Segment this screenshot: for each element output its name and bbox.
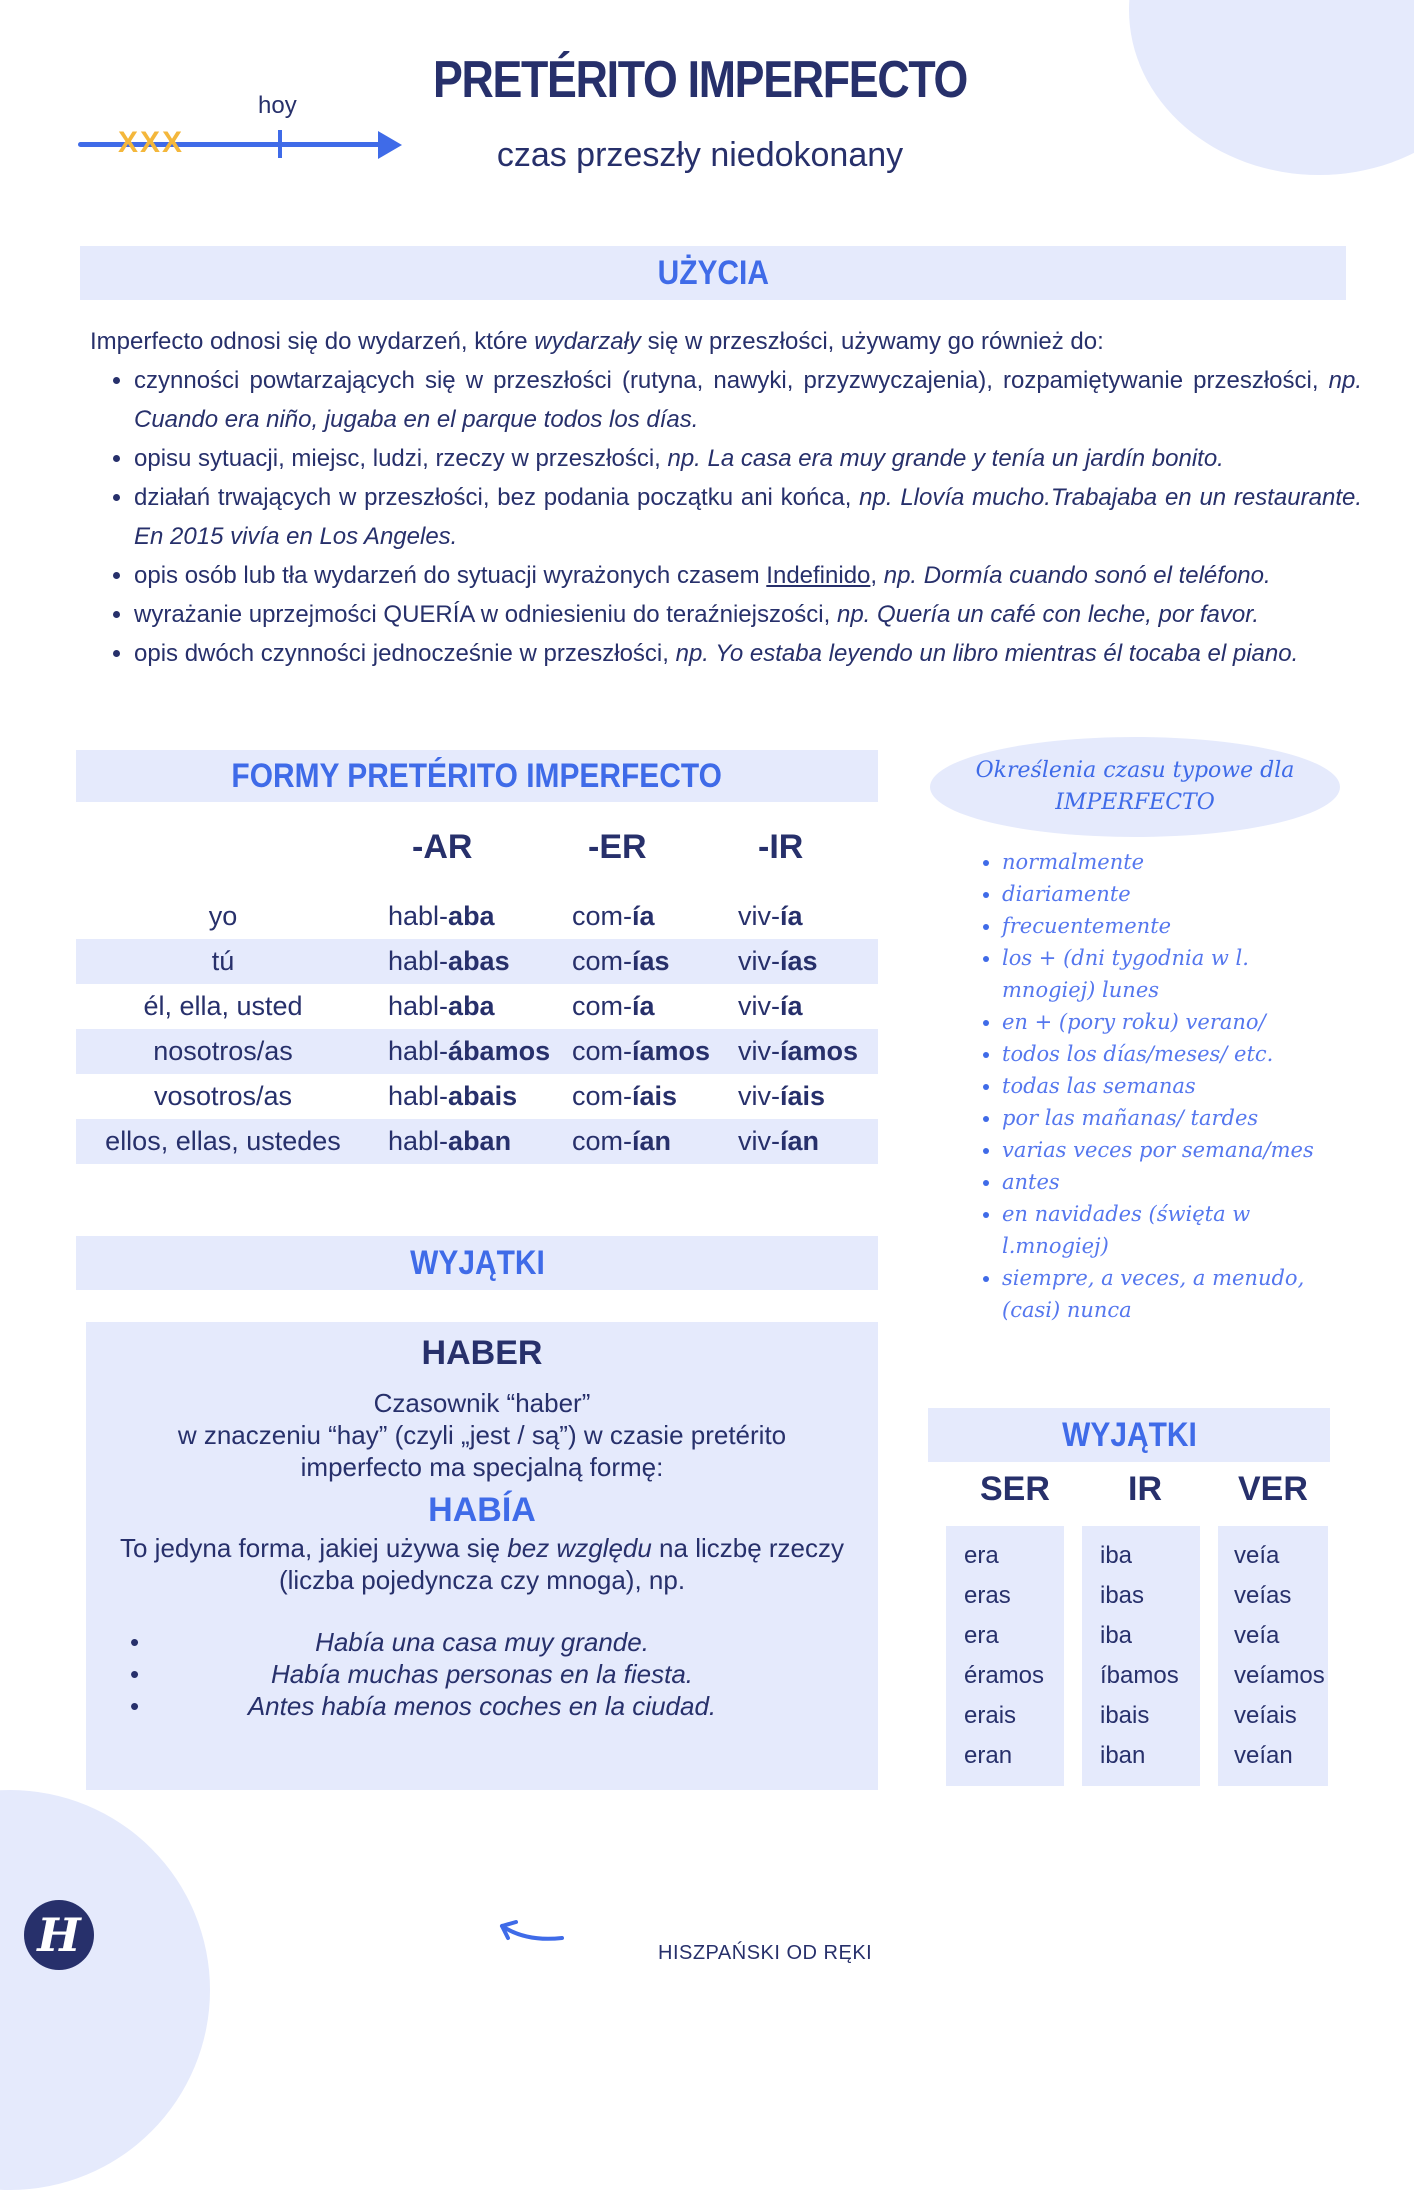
habia-form: HABÍA xyxy=(428,1491,536,1529)
list-item: • en + (pory roku) verano/ xyxy=(1002,1006,1332,1038)
table-row: vosotros/as habl-abais com-íais viv-íais xyxy=(153,1081,826,1111)
table-row: tú habl-abas com-ías viv-ías xyxy=(76,939,878,984)
list-item: • siempre, a veces, a menudo, (casi) nunca xyxy=(1002,1262,1332,1326)
uses-heading: UŻYCIA xyxy=(80,246,1346,300)
verb-header-ser: SER xyxy=(980,1470,1050,1508)
verb-header-ver: VER xyxy=(1238,1470,1308,1508)
list-item: • czynności powtarzających się w przeszłości (rutyna, nawyki, przyzwyczajenia), rozpamiętywanie przeszłości, np. Cuando era niño, jugaba en el parque todos los días. xyxy=(134,361,1362,439)
list-item: • Había muchas personas en la fiesta. xyxy=(86,1658,878,1690)
forms-heading: FORMY PRETÉRITO IMPERFECTO xyxy=(76,750,878,802)
indefinido-link[interactable]: Indefinido xyxy=(766,562,871,589)
haber-note: To jedyna forma, jakiej używa się bez względu na liczbę rzeczy (liczba pojedyncza czy mnoga), np. xyxy=(119,1533,845,1595)
haber-title: HABER xyxy=(421,1334,543,1372)
list-item: • działań trwających w przeszłości, bez podania początku ani końca, np. Llovía mucho.Trabajaba en un restaurante. En 2015 vivía en Los Angeles. xyxy=(134,478,1362,556)
ir-forms-column: iba ibas iba íbamos ibais iban xyxy=(1082,1526,1200,1786)
table-row: él, ella, usted habl-aba com-ía viv-ía xyxy=(143,991,803,1021)
list-item: • frecuentemente xyxy=(1002,910,1332,942)
timeline-marks: XXX xyxy=(118,126,185,159)
page-title: PRETÉRITO IMPERFECTO xyxy=(432,51,968,109)
uses-list xyxy=(90,361,1362,673)
irregular-heading: WYJĄTKI xyxy=(928,1408,1330,1462)
column-header-ar: -AR xyxy=(412,828,473,866)
ser-forms-column: era eras era éramos erais eran xyxy=(946,1526,1064,1786)
time-expressions-heading: Określenia czasu typowe dla IMPERFECTO xyxy=(930,737,1340,837)
back-arrow-icon[interactable] xyxy=(496,1916,566,1946)
haber-box xyxy=(86,1322,878,1790)
list-item: • Había una casa muy grande. xyxy=(86,1626,878,1658)
list-item: • todos los días/meses/ etc. xyxy=(1002,1038,1332,1070)
haber-examples xyxy=(86,1626,878,1722)
logo-h-icon: H xyxy=(24,1900,94,1970)
list-item: • normalmente xyxy=(1002,846,1332,878)
table-row: nosotros/as habl-ábamos com-íamos viv-íamos xyxy=(76,1029,878,1074)
timeline-graphic xyxy=(78,92,418,162)
table-row: yo habl-aba com-ía viv-ía xyxy=(208,901,803,931)
list-item: • opisu sytuacji, miejsc, ludzi, rzeczy w przeszłości, np. La casa era muy grande y tenía un jardín bonito. xyxy=(134,439,1362,478)
list-item: • diariamente xyxy=(1002,878,1332,910)
list-item: • en navidades (święta w l.mnogiej) xyxy=(1002,1198,1332,1262)
timeline-today-tick xyxy=(278,130,282,158)
table-row: ellos, ellas, ustedes habl-aban com-ían viv-ían xyxy=(76,1119,878,1164)
time-expressions-list xyxy=(970,846,1332,1326)
footer-brand: HISZPAŃSKI OD RĘKI xyxy=(658,1942,873,1964)
ver-forms-column: veía veías veía veíamos veíais veían xyxy=(1218,1526,1328,1786)
list-item: • por las mañanas/ tardes xyxy=(1002,1102,1332,1134)
list-item: • wyrażanie uprzejmości QUERÍA w odniesieniu do teraźniejszości, np. Quería un café con leche, por favor. xyxy=(134,595,1362,634)
list-item: • todas las semanas xyxy=(1002,1070,1332,1102)
verb-header-ir: IR xyxy=(1128,1470,1162,1508)
page-subtitle: czas przeszły niedokonany xyxy=(496,136,904,174)
exceptions-heading: WYJĄTKI xyxy=(76,1236,878,1290)
column-header-ir: -IR xyxy=(758,828,804,866)
column-header-er: -ER xyxy=(588,828,647,866)
list-item: • varias veces por semana/mes xyxy=(1002,1134,1332,1166)
list-item: • opis osób lub tła wydarzeń do sytuacji wyrażonych czasem Indefinido, np. Dormía cuando sonó el teléfono. xyxy=(134,556,1362,595)
decorative-blob-top-right xyxy=(1129,0,1414,175)
list-item: • Antes había menos coches en la ciudad. xyxy=(86,1690,878,1722)
uses-intro: Imperfecto odnosi się do wydarzeń, które wydarzały się w przeszłości, używamy go również do: xyxy=(90,328,1104,355)
haber-description: Czasownik “haber” w znaczeniu “hay” (czyli „jest / są”) w czasie pretérito imperfecto ma specjalną formę: xyxy=(177,1388,787,1482)
timeline-label: hoy xyxy=(258,92,297,119)
list-item: • los + (dni tygodnia w l. mnogiej) lunes xyxy=(1002,942,1332,1006)
list-item: • antes xyxy=(1002,1166,1332,1198)
list-item: • opis dwóch czynności jednocześnie w przeszłości, np. Yo estaba leyendo un libro mientras él tocaba el piano. xyxy=(134,634,1362,673)
decorative-blob-bottom-left xyxy=(0,1790,210,2190)
uses-section xyxy=(90,322,1362,673)
forms-table xyxy=(76,894,878,1164)
